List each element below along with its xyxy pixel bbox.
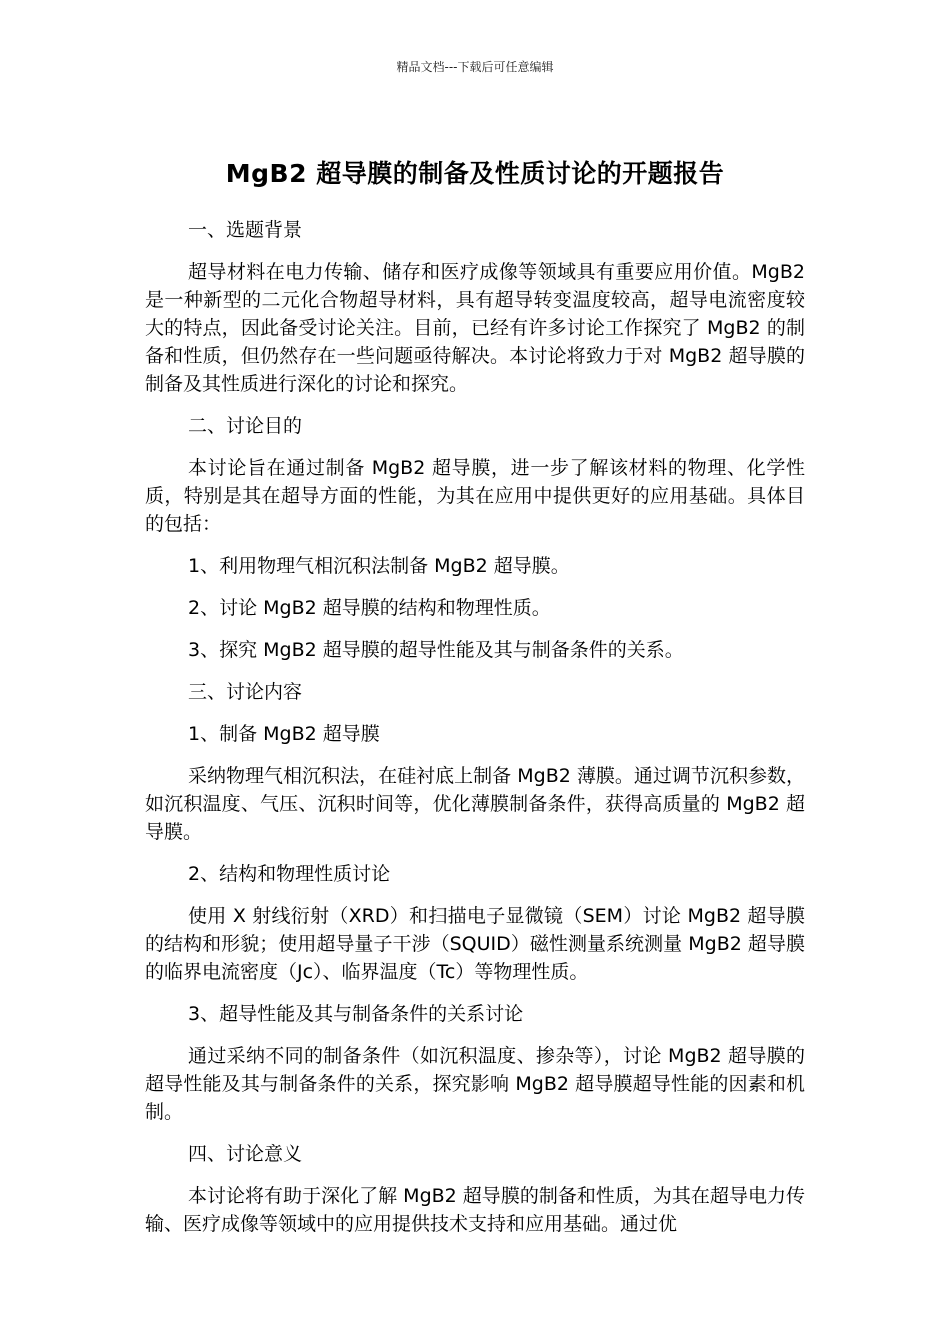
paragraph-background: 超导材料在电力传输、储存和医疗成像等领域具有重要应用价值。MgB2 是一种新型的二元化合物超导材料，具有超导转变温度较高，超导电流密度较大的特点，因此备受讨论关注。目前，已经有许多讨论工作探究了 MgB2 的制备和性质，但仍然存在一些问题亟待解决。本讨论将致力于对 MgB2 超导膜的制备及其性质进行深化的讨论和探究。: [145, 261, 805, 395]
subheading-performance: 3、超导性能及其与制备条件的关系讨论: [188, 1003, 524, 1025]
section-heading-purpose: 二、讨论目的: [188, 415, 303, 437]
section-heading-significance: 四、讨论意义: [188, 1143, 303, 1165]
list-item-purpose-1: 1、利用物理气相沉积法制备 MgB2 超导膜。: [188, 555, 570, 577]
document-title: MgB2 超导膜的制备及性质讨论的开题报告: [225, 158, 725, 188]
subheading-structure: 2、结构和物理性质讨论: [188, 863, 391, 885]
document-body: [145, 216, 805, 1252]
list-item-purpose-3: 3、探究 MgB2 超导膜的超导性能及其与制备条件的关系。: [188, 639, 684, 661]
paragraph-structure: 使用 X 射线衍射（XRD）和扫描电子显微镜（SEM）讨论 MgB2 超导膜的结构和形貌；使用超导量子干涉（SQUID）磁性测量系统测量 MgB2 超导膜的临界电流密度（Jc）、临界温度（Tc）等物理性质。: [145, 905, 805, 983]
list-item-purpose-2: 2、讨论 MgB2 超导膜的结构和物理性质。: [188, 597, 551, 619]
subheading-preparation: 1、制备 MgB2 超导膜: [188, 723, 380, 745]
paragraph-preparation: 采纳物理气相沉积法，在硅衬底上制备 MgB2 薄膜。通过调节沉积参数，如沉积温度、气压、沉积时间等，优化薄膜制备条件，获得高质量的 MgB2 超导膜。: [145, 765, 805, 843]
paragraph-performance: 通过采纳不同的制备条件（如沉积温度、掺杂等），讨论 MgB2 超导膜的超导性能及其与制备条件的关系，探究影响 MgB2 超导膜超导性能的因素和机制。: [145, 1045, 805, 1123]
paragraph-significance: 本讨论将有助于深化了解 MgB2 超导膜的制备和性质，为其在超导电力传输、医疗成像等领域中的应用提供技术支持和应用基础。通过优: [145, 1185, 805, 1235]
section-heading-content: 三、讨论内容: [188, 681, 303, 703]
paragraph-purpose: 本讨论旨在通过制备 MgB2 超导膜，进一步了解该材料的物理、化学性质，特别是其在超导方面的性能，为其在应用中提供更好的应用基础。具体目的包括：: [145, 457, 805, 535]
page-header-note: 精品文档---下载后可任意编辑: [396, 60, 554, 74]
section-heading-background: 一、选题背景: [188, 219, 303, 241]
